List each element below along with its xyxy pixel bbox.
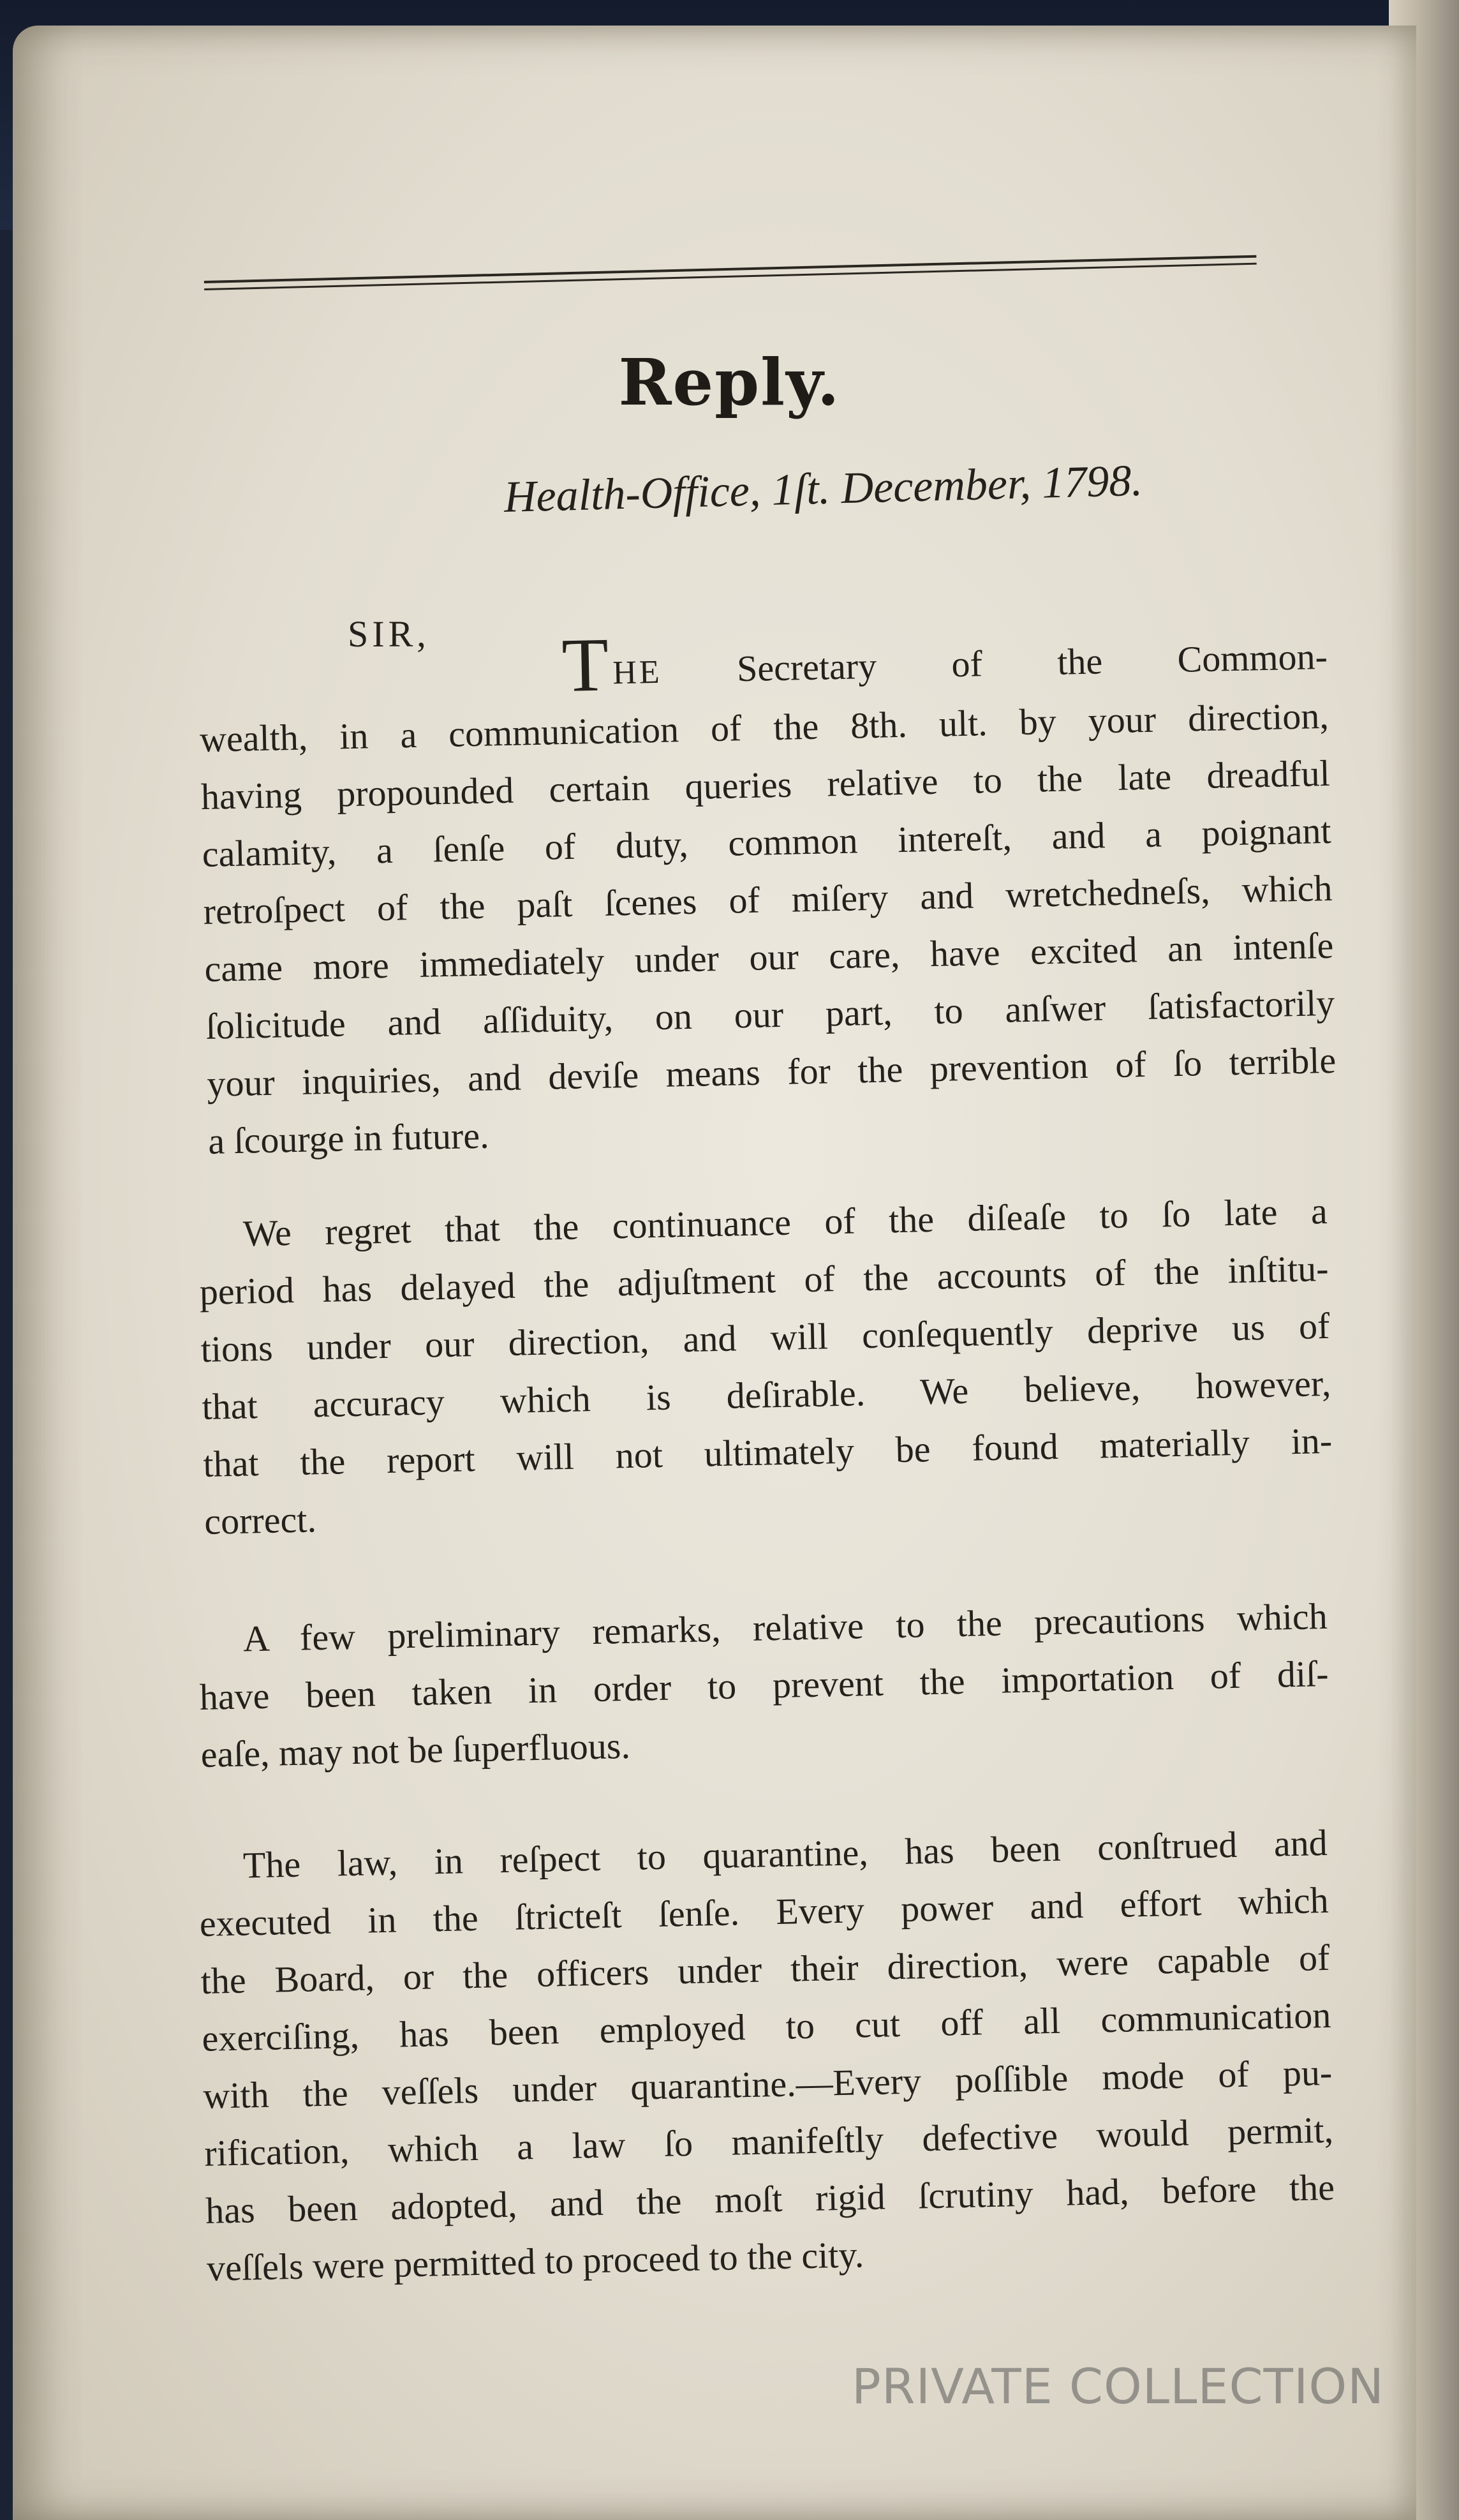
dateline: Health-Office, 1ſt. December, 1798. (503, 456, 1143, 522)
paragraph-1 (198, 621, 1338, 1170)
paragraph-line-text: Secretary of the Common- (736, 635, 1328, 690)
paragraph-line: We regret that the continuance of the diſeaſe to ſo late a (242, 1189, 1328, 1255)
paragraph-line: the Board, or the officers under their direction, were capable of (200, 1936, 1330, 2002)
paragraph-line: ſolicitude and aſſiduity, on our part, to anſwer ſatisfactorily (205, 981, 1335, 1047)
page-title: Reply. (618, 345, 841, 420)
paragraph-3 (198, 1588, 1330, 1784)
drop-cap: T (561, 622, 610, 708)
paragraph-4 (198, 1814, 1337, 2297)
paragraph-line: The law, in reſpect to quarantine, has been conſtrued and (242, 1821, 1328, 1886)
paragraph-line: a ſcourge in future. (207, 1114, 490, 1162)
salutation: SIR, (348, 613, 430, 655)
paragraph-line: correct. (204, 1498, 317, 1542)
paragraph-line: have been taken in order to prevent the importation of diſ- (199, 1652, 1329, 1718)
paragraph-2 (198, 1182, 1334, 1551)
paragraph-line: period has delayed the adjuſtment of the accounts of the inſtitu- (199, 1247, 1329, 1313)
paragraph-line: rification, which a law ſo manifeſtly defective would permit, (204, 2108, 1334, 2174)
paragraph-line: that accuracy which is deſirable. We believe, however, (201, 1362, 1331, 1428)
paragraph-line: with the veſſels under quarantine.—Every poſſible mode of pu- (202, 2051, 1333, 2117)
paragraph-line: having propounded certain queries relative to the late dreadful (200, 752, 1331, 817)
paragraph-line: executed in the ſtricteſt ſenſe. Every power and effort which (199, 1879, 1329, 1944)
paragraph-line: exerciſing, has been employed to cut off all communication (201, 1994, 1331, 2059)
paragraph-line: that the report will not ultimately be found materially in- (202, 1419, 1333, 1485)
paragraph-line: calamity, a ſenſe of duty, common intereſt, and a poignant (202, 809, 1332, 875)
paragraph-line: has been adopted, and the moſt rigid ſcrutiny had, before the (205, 2166, 1335, 2232)
paragraph-line: wealth, in a communication of the 8th. ult. by your direction, (199, 694, 1329, 760)
paragraph-line: eaſe, may not be ſuperfluous. (200, 1724, 631, 1775)
paragraph-line: A few preliminary remarks, relative to the precautions which (242, 1595, 1328, 1660)
paragraph-line: tions under our direction, and will conſequently deprive us of (200, 1304, 1330, 1370)
paragraph-line: veſſels were permitted to proceed to the city. (206, 2233, 864, 2289)
lead-word: HE (612, 653, 663, 692)
paragraph-line: retroſpect of the paſt ſcenes of miſery and wretchedneſs, which (203, 867, 1333, 932)
watermark: PRIVATE COLLECTION (852, 2358, 1385, 2415)
paragraph-line: your inquiries, and deviſe means for the prevention of ſo terrible (206, 1039, 1337, 1105)
paragraph-line: came more immediately under our care, have excited an intenſe (204, 924, 1334, 990)
